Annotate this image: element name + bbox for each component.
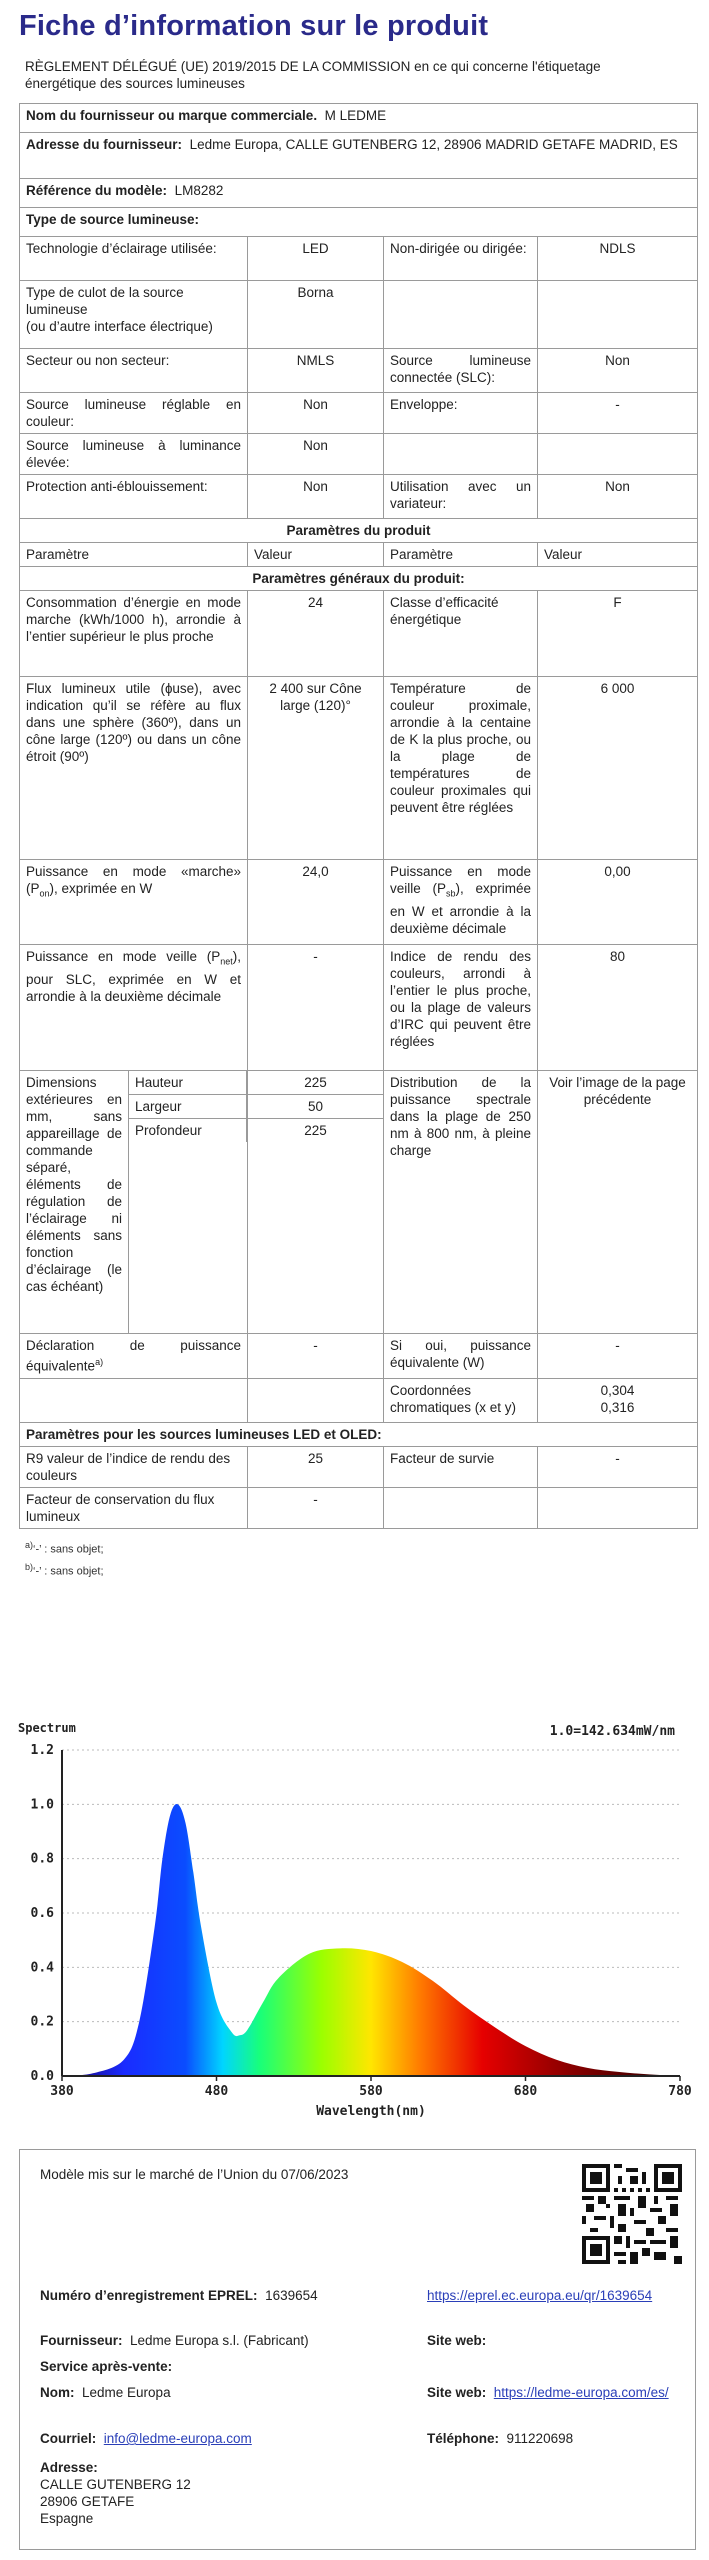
y-tick-label: 0.8: [30, 1851, 54, 1867]
x-tick-label: 780: [668, 2084, 692, 2099]
pon-label-b: ), exprimée en W: [49, 881, 153, 896]
service-address-label: Adresse:: [40, 2460, 98, 2475]
x-tick-labels: [50, 2076, 692, 2099]
psb-label-b: ), exprimée en W et arrondie à la deuxième décimale: [390, 881, 531, 936]
eprel-reg-label: Numéro d’enregistrement EPREL:: [40, 2288, 258, 2303]
address-label: Adresse du fournisseur:: [26, 137, 183, 152]
dimensions-table: [129, 1071, 247, 1142]
footnote-a-mark: a): [25, 1540, 34, 1550]
general-heading: Paramètres généraux du produit:: [20, 567, 698, 591]
y-tick-label: 0.2: [30, 2014, 54, 2030]
service-site-label: Site web:: [427, 2385, 487, 2400]
service-phone-value: 911220698: [506, 2431, 574, 2446]
connected-value: Non: [538, 349, 698, 393]
equiv-value: -: [248, 1334, 384, 1379]
table-row: [20, 1378, 698, 1422]
supplier-label: Nom du fournisseur ou marque commerciale.: [26, 108, 318, 123]
cct-value: 6 000: [538, 677, 698, 860]
col-value-2: Valeur: [538, 543, 698, 567]
service-address-line-1: CALLE GUTENBERG 12: [40, 2477, 191, 2492]
table-row: [20, 860, 698, 945]
equiv-label: Déclaration de puissance équivalente: [26, 1338, 241, 1374]
model-value: LM8282: [174, 183, 224, 198]
x-axis-label: Wavelength(nm): [316, 2104, 426, 2119]
table-row: [20, 475, 698, 519]
type-heading: Type de source lumineuse:: [20, 208, 698, 237]
y-tick-labels: [31, 1743, 55, 2084]
eprel-supplier-value: Ledme Europa s.l. (Fabricant): [130, 2333, 309, 2348]
led-heading: Paramètres pour les sources lumineuses LED et OLED:: [20, 1422, 698, 1446]
spectrum-area: [62, 1804, 680, 2076]
dims-label: Dimensions extérieures en mm, sans appareillage de commande séparé, éléments de régulation de l’éclairage ni éléments sans fonction d’éclairage (le cas échéant): [20, 1071, 129, 1333]
equiv-sup: a): [95, 1357, 104, 1367]
colour-value: Non: [248, 393, 384, 434]
flux-label: Flux lumineux utile (ɸuse), avec indication qu’il se réfère au flux dans une sphère (360º), dans un cône large (120º) ou dans un cône étroit (90º): [20, 677, 248, 860]
depth-label: Profondeur: [129, 1119, 247, 1143]
table-row: [20, 591, 698, 677]
pon-label-a: Puissance en mode «marche» (P: [26, 864, 241, 896]
glare-label: Protection anti-éblouissement:: [20, 475, 248, 519]
col-param-2: Paramètre: [384, 543, 538, 567]
maint-label: Facteur de conservation du flux lumineux: [20, 1487, 248, 1528]
connected-label: Source lumineuse connectée (SLC):: [384, 349, 538, 393]
tech-value: LED: [248, 237, 384, 281]
psb-sub: sb: [445, 888, 456, 899]
product-information-table: [19, 103, 698, 1529]
footnote-b-text: ‘-’ : sans objet;: [33, 1565, 104, 1578]
chroma-x: 0,304: [600, 1382, 635, 1398]
service-email-link[interactable]: info@ledme-europa.com: [103, 2431, 252, 2446]
table-row: [20, 434, 698, 475]
x-tick-label: 380: [50, 2084, 74, 2099]
type-heading-row: [20, 208, 698, 237]
highlum-value: Non: [248, 434, 384, 475]
y-tick-label: 0.4: [30, 1960, 54, 1976]
eprel-reg-value: 1639654: [265, 2288, 318, 2303]
table-row: [20, 1446, 698, 1487]
supplier-value: M LEDME: [324, 108, 387, 123]
spectrum-chart: [0, 1720, 709, 2120]
regulation-text: RÈGLEMENT DÉLÉGUÉ (UE) 2019/2015 DE LA COMMISSION en ce qui concerne l'étiquetage énergétique des sources lumineuses: [25, 59, 601, 91]
dimmer-label: Utilisation avec un variateur:: [384, 475, 538, 519]
y-tick-label: 0.6: [30, 1906, 54, 1921]
chart-annotation: 1.0=142.634mW/nm: [549, 1724, 675, 1739]
eprel-box: [19, 2149, 696, 2550]
tech-label: Technologie d’éclairage utilisée:: [20, 237, 248, 281]
service-address-line-3: Espagne: [40, 2511, 94, 2526]
psb-label-a: Puissance en mode veille (P: [390, 864, 531, 896]
service-site-link[interactable]: https://ledme-europa.com/es/: [493, 2385, 669, 2400]
eprel-supplier-label: Fournisseur:: [40, 2333, 123, 2348]
table-row: [20, 393, 698, 434]
table-row: [20, 349, 698, 393]
pnet-sub: net: [220, 956, 233, 967]
cap-label: Type de culot de la source lumineuse: [26, 285, 184, 317]
class-label: Classe d’efficacité énergétique: [384, 591, 538, 677]
col-param-1: Paramètre: [20, 543, 248, 567]
service-name-label: Nom:: [40, 2385, 75, 2400]
chroma-y: 0,316: [600, 1399, 635, 1415]
maint-value: -: [248, 1487, 384, 1528]
spectral-label: Distribution de la puissance spectrale dans la plage de 250 nm à 800 nm, à pleine charge: [384, 1071, 538, 1334]
col-value-1: Valeur: [248, 543, 384, 567]
spectral-value: Voir l’image de la page précédente: [538, 1071, 698, 1334]
envelope-value: -: [538, 393, 698, 434]
x-tick-label: 480: [204, 2084, 229, 2099]
pon-value: 24,0: [248, 860, 384, 945]
equiv-w-value: -: [538, 1334, 698, 1379]
class-value: F: [538, 591, 698, 677]
pnet-label-a: Puissance en mode veille (P: [26, 949, 221, 964]
dimmer-value: Non: [538, 475, 698, 519]
service-name-value: Ledme Europa: [82, 2385, 171, 2400]
y-tick-label: 1.2: [30, 1743, 54, 1758]
y-tick-label: 0.0: [30, 2069, 54, 2084]
cri-value: 80: [538, 945, 698, 1071]
x-tick-label: 680: [513, 2084, 538, 2099]
equiv-w-label: Si oui, puissance équivalente (W): [384, 1334, 538, 1379]
service-phone-label: Téléphone:: [427, 2431, 500, 2446]
cap-label-2: (ou d’autre interface électrique): [26, 319, 213, 334]
cri-label: Indice de rendu des couleurs, arrondi à l’entier le plus proche, ou la plage de valeurs d’IRC qui peuvent être réglées: [384, 945, 538, 1071]
pon-sub: on: [39, 888, 50, 899]
mains-label: Secteur ou non secteur:: [20, 349, 248, 393]
supplier-row: [20, 104, 698, 133]
psb-value: 0,00: [538, 860, 698, 945]
mains-value: NMLS: [248, 349, 384, 393]
highlum-label: Source lumineuse à luminance élevée:: [20, 434, 248, 475]
placed-on-market: Modèle mis sur le marché de l’Union du 07/06/2023: [40, 2167, 349, 2182]
table-row: [20, 945, 698, 1071]
table-row: [20, 281, 698, 349]
energy-label: Consommation d’énergie en mode marche (kWh/1000 h), arrondie à l’entier supérieur le plus proche: [20, 591, 248, 677]
eprel-website-label: Site web:: [427, 2333, 487, 2348]
cap-value: Borna: [248, 281, 384, 349]
table-row: [20, 677, 698, 860]
footnote-b-mark: b): [25, 1562, 34, 1572]
product-params-heading: Paramètres du produit: [20, 519, 698, 543]
height-value: 225: [248, 1071, 383, 1095]
flux-value: 2 400 sur Cône large (120)°: [248, 677, 384, 860]
colour-label: Source lumineuse réglable en couleur:: [20, 393, 248, 434]
address-row: [20, 133, 698, 179]
y-tick-label: 1.0: [30, 1797, 54, 1813]
footnote-a: [25, 1540, 104, 1556]
envelope-label: Enveloppe:: [384, 393, 538, 434]
r9-value: 25: [248, 1446, 384, 1487]
energy-value: 24: [248, 591, 384, 677]
model-row: [20, 179, 698, 208]
depth-value: 225: [248, 1119, 383, 1143]
survival-label: Facteur de survie: [384, 1446, 538, 1487]
x-tick-label: 580: [359, 2084, 383, 2099]
page-title: Fiche d’information sur le produit: [19, 10, 489, 42]
qr-code[interactable]: [582, 2164, 682, 2264]
pnet-value: -: [248, 945, 384, 1071]
width-value: 50: [248, 1095, 383, 1119]
width-label: Largeur: [129, 1095, 247, 1119]
eprel-url-link[interactable]: https://eprel.ec.europa.eu/qr/1639654: [427, 2288, 653, 2303]
address-value: Ledme Europa, CALLE GUTENBERG 12, 28906 MADRID GETAFE MADRID, ES: [189, 137, 678, 152]
table-row: [20, 237, 698, 281]
directional-value: NDLS: [538, 237, 698, 281]
survival-value: -: [538, 1446, 698, 1487]
table-row: [20, 1487, 698, 1528]
service-address-line-2: 28906 GETAFE: [40, 2494, 135, 2509]
footnote-b: [25, 1562, 104, 1578]
service-email-label: Courriel:: [40, 2431, 97, 2446]
service-heading: Service après-vente:: [40, 2359, 173, 2374]
pnet-label-b: ), pour SLC, exprimée en W et arrondie à la deuxième décimale: [26, 949, 241, 1004]
table-row: [20, 1334, 698, 1379]
table-row: [20, 1071, 698, 1334]
directional-label: Non-dirigée ou dirigée:: [384, 237, 538, 281]
cct-label: Température de couleur proximale, arrondie à la centaine de K la plus proche, ou la plage de températures de couleur proximales qui peuvent être réglées: [384, 677, 538, 860]
chart-title: Spectrum: [18, 1721, 76, 1735]
r9-label: R9 valeur de l’indice de rendu des couleurs: [20, 1446, 248, 1487]
glare-value: Non: [248, 475, 384, 519]
chroma-label: Coordonnées chromatiques (x et y): [384, 1378, 538, 1422]
footnote-a-text: ‘-’ : sans objet;: [33, 1543, 104, 1556]
model-label: Référence du modèle:: [26, 183, 168, 198]
height-label: Hauteur: [129, 1071, 247, 1095]
